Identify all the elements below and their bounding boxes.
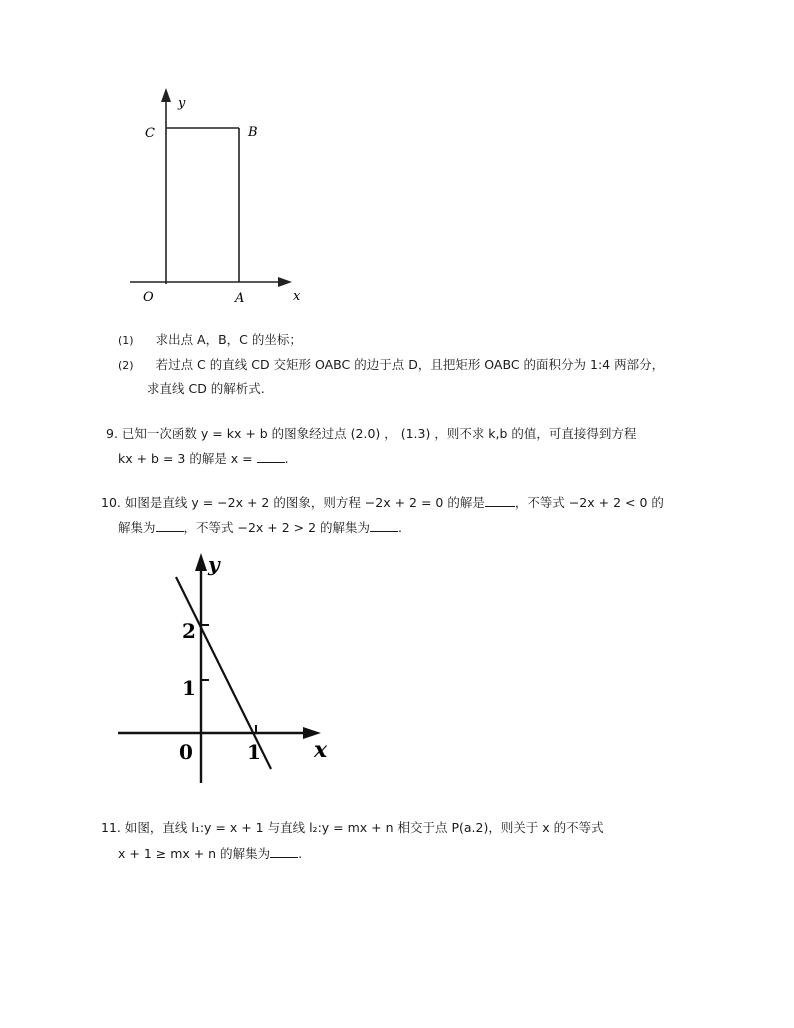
q10-blank-1 [485,494,515,507]
graph-label-x: x [314,737,328,763]
q8-part1 [118,331,302,350]
q9-answer-blank [257,450,285,463]
q10-text-d: ，不等式 −2x + 2 > 2 的解集为 [183,520,371,535]
q8-part2-text: 若过点 C 的直线 CD 交矩形 OABC 的边于点 D，且把矩形 OABC 的面积分为 1:4 两部分， [155,357,665,372]
q11-line2 [118,845,302,863]
q10-number: 10. [101,495,121,510]
label-O: O [143,290,154,305]
q11-number: 11. [101,820,121,835]
q10-end-mark: . [398,520,403,535]
q11-answer-blank [270,845,298,858]
q8-part1-number: (1) [118,334,134,347]
x-axis-arrow [278,277,292,287]
q9-end-mark: . [284,451,289,466]
q9-number: 9. [106,426,118,441]
label-C: C [145,126,155,141]
q10-text-a: 如图是直线 y = −2x + 2 的图象，则方程 −2x + 2 = 0 的解是 [124,495,485,510]
q9-line2 [118,450,289,468]
q11-end-mark: . [298,846,303,861]
label-B: B [248,125,258,140]
q8-part2-line2: 求直线 CD 的解析式. [147,381,265,396]
label-x: x [293,289,301,304]
q9-line1 [106,425,636,443]
line-graph-figure [110,545,340,790]
q10-blank-2 [156,519,184,532]
graph-label-y: y [208,552,220,576]
q11-text-line2: x + 1 ≥ mx + n 的解集为 [118,846,271,861]
q9-text-line1: 已知一次函数 y = kx + b 的图象经过点 (2.0) ， (1.3) ，则不求 k,b 的值，可直接得到方程 [121,426,637,441]
graph-y-arrow [195,553,207,571]
q11-text-line1: 如图，直线 l₁:y = x + 1 与直线 l₂:y = mx + n 相交于点 P(a.2)，则关于 x 的不等式 [124,820,604,835]
q11-line1 [101,819,604,837]
label-y: y [178,96,186,111]
q8-part2-line1 [118,356,664,375]
q10-text-c: 解集为 [118,520,156,535]
y-axis-arrow [161,88,171,102]
q8-part1-text: 求出点 A，B，C 的坐标； [155,332,302,347]
label-A: A [235,291,245,306]
graph-label-origin: 0 [179,740,193,764]
rectangle-figure [120,82,320,312]
graph-label-1: 1 [182,676,196,700]
q10-line1 [101,494,664,512]
graph-label-x-1: 1 [247,740,261,764]
q10-line2 [118,519,402,537]
q8-part2-number: (2) [118,359,134,372]
q9-text-line2: kx + b = 3 的解是 x = [118,451,257,466]
graph-label-2: 2 [182,619,196,643]
q10-text-b: ，不等式 −2x + 2 < 0 的 [514,495,664,510]
q10-blank-3 [370,519,398,532]
